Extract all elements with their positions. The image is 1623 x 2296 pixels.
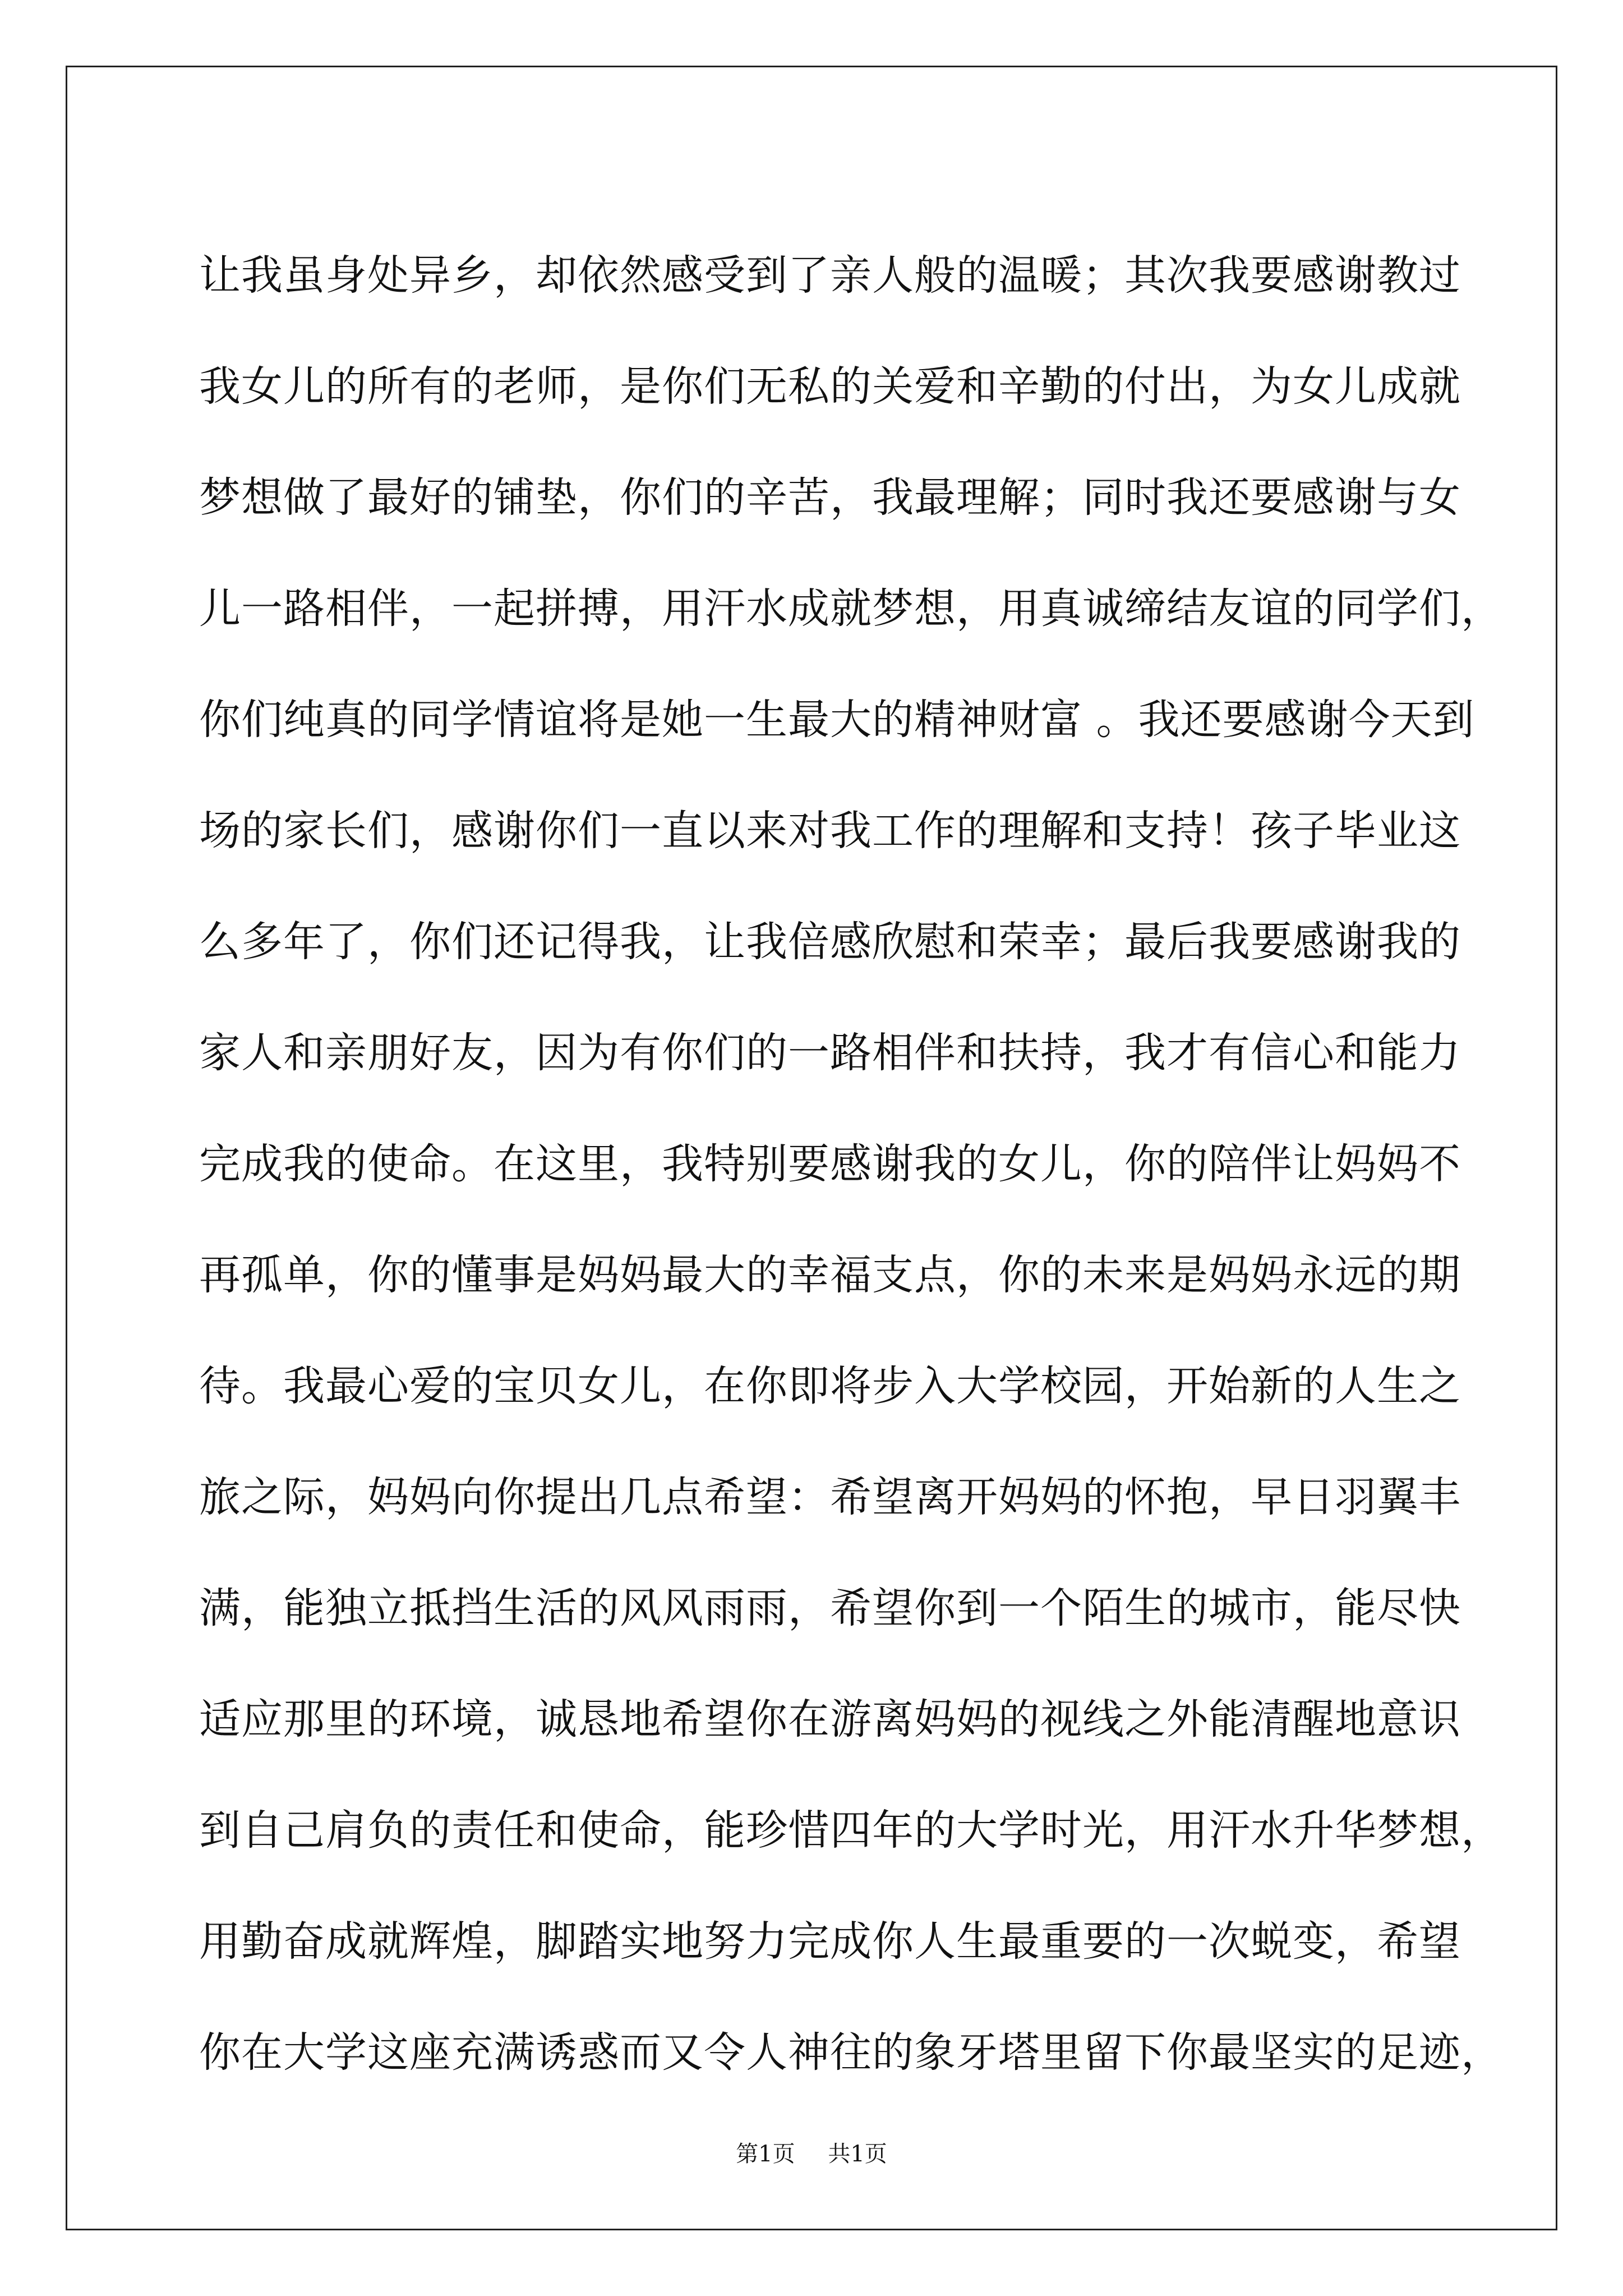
text-line: 让我虽身处异乡，却依然感受到了亲人般的温暖；其次我要感谢教过 [199,251,1461,300]
text-line: 再孤单，你的懂事是妈妈最大的幸福支点，你的未来是妈妈永远的期 [199,1251,1461,1299]
text-line: 适应那里的环境，诚恳地希望你在游离妈妈的视线之外能清醒地意识 [199,1695,1461,1743]
text-line: 场的家长们，感谢你们一直以来对我工作的理解和支持！孩子毕业这 [199,807,1461,855]
text-line: 用勤奋成就辉煌，脚踏实地努力完成你人生最重要的一次蜕变，希望 [199,1917,1461,1966]
text-line: 到自己肩负的责任和使命，能珍惜四年的大学时光，用汗水升华梦想， [199,1806,1503,1855]
text-line: 满，能独立抵挡生活的风风雨雨，希望你到一个陌生的城市，能尽快 [199,1584,1461,1632]
text-line: 梦想做了最好的铺垫，你们的辛苦，我最理解；同时我还要感谢与女 [199,473,1461,522]
page-total: 共1页 [828,2141,887,2167]
text-line: 你在大学这座充满诱惑而又令人神往的象牙塔里留下你最坚实的足迹， [199,2028,1503,2077]
text-line: 待。我最心爱的宝贝女儿，在你即将步入大学校园，开始新的人生之 [199,1362,1461,1410]
document-body [199,220,1503,2108]
page-number: 第1页 [736,2141,795,2167]
text-line: 旅之际，妈妈向你提出几点希望：希望离开妈妈的怀抱，早日羽翼丰 [199,1473,1461,1521]
page-footer [0,2140,1623,2168]
text-line: 完成我的使命。在这里，我特别要感谢我的女儿，你的陪伴让妈妈不 [199,1140,1461,1188]
text-line: 儿一路相伴，一起拼搏，用汗水成就梦想，用真诚缔结友谊的同学们， [199,585,1503,633]
text-line: 家人和亲朋好友，因为有你们的一路相伴和扶持，我才有信心和能力 [199,1029,1461,1077]
text-line: 我女儿的所有的老师，是你们无私的关爱和辛勤的付出，为女儿成就 [199,362,1461,411]
text-line: 你们纯真的同学情谊将是她一生最大的精神财富 。我还要感谢今天到 [199,696,1475,744]
text-line: 么多年了，你们还记得我，让我倍感欣慰和荣幸；最后我要感谢我的 [199,918,1461,966]
